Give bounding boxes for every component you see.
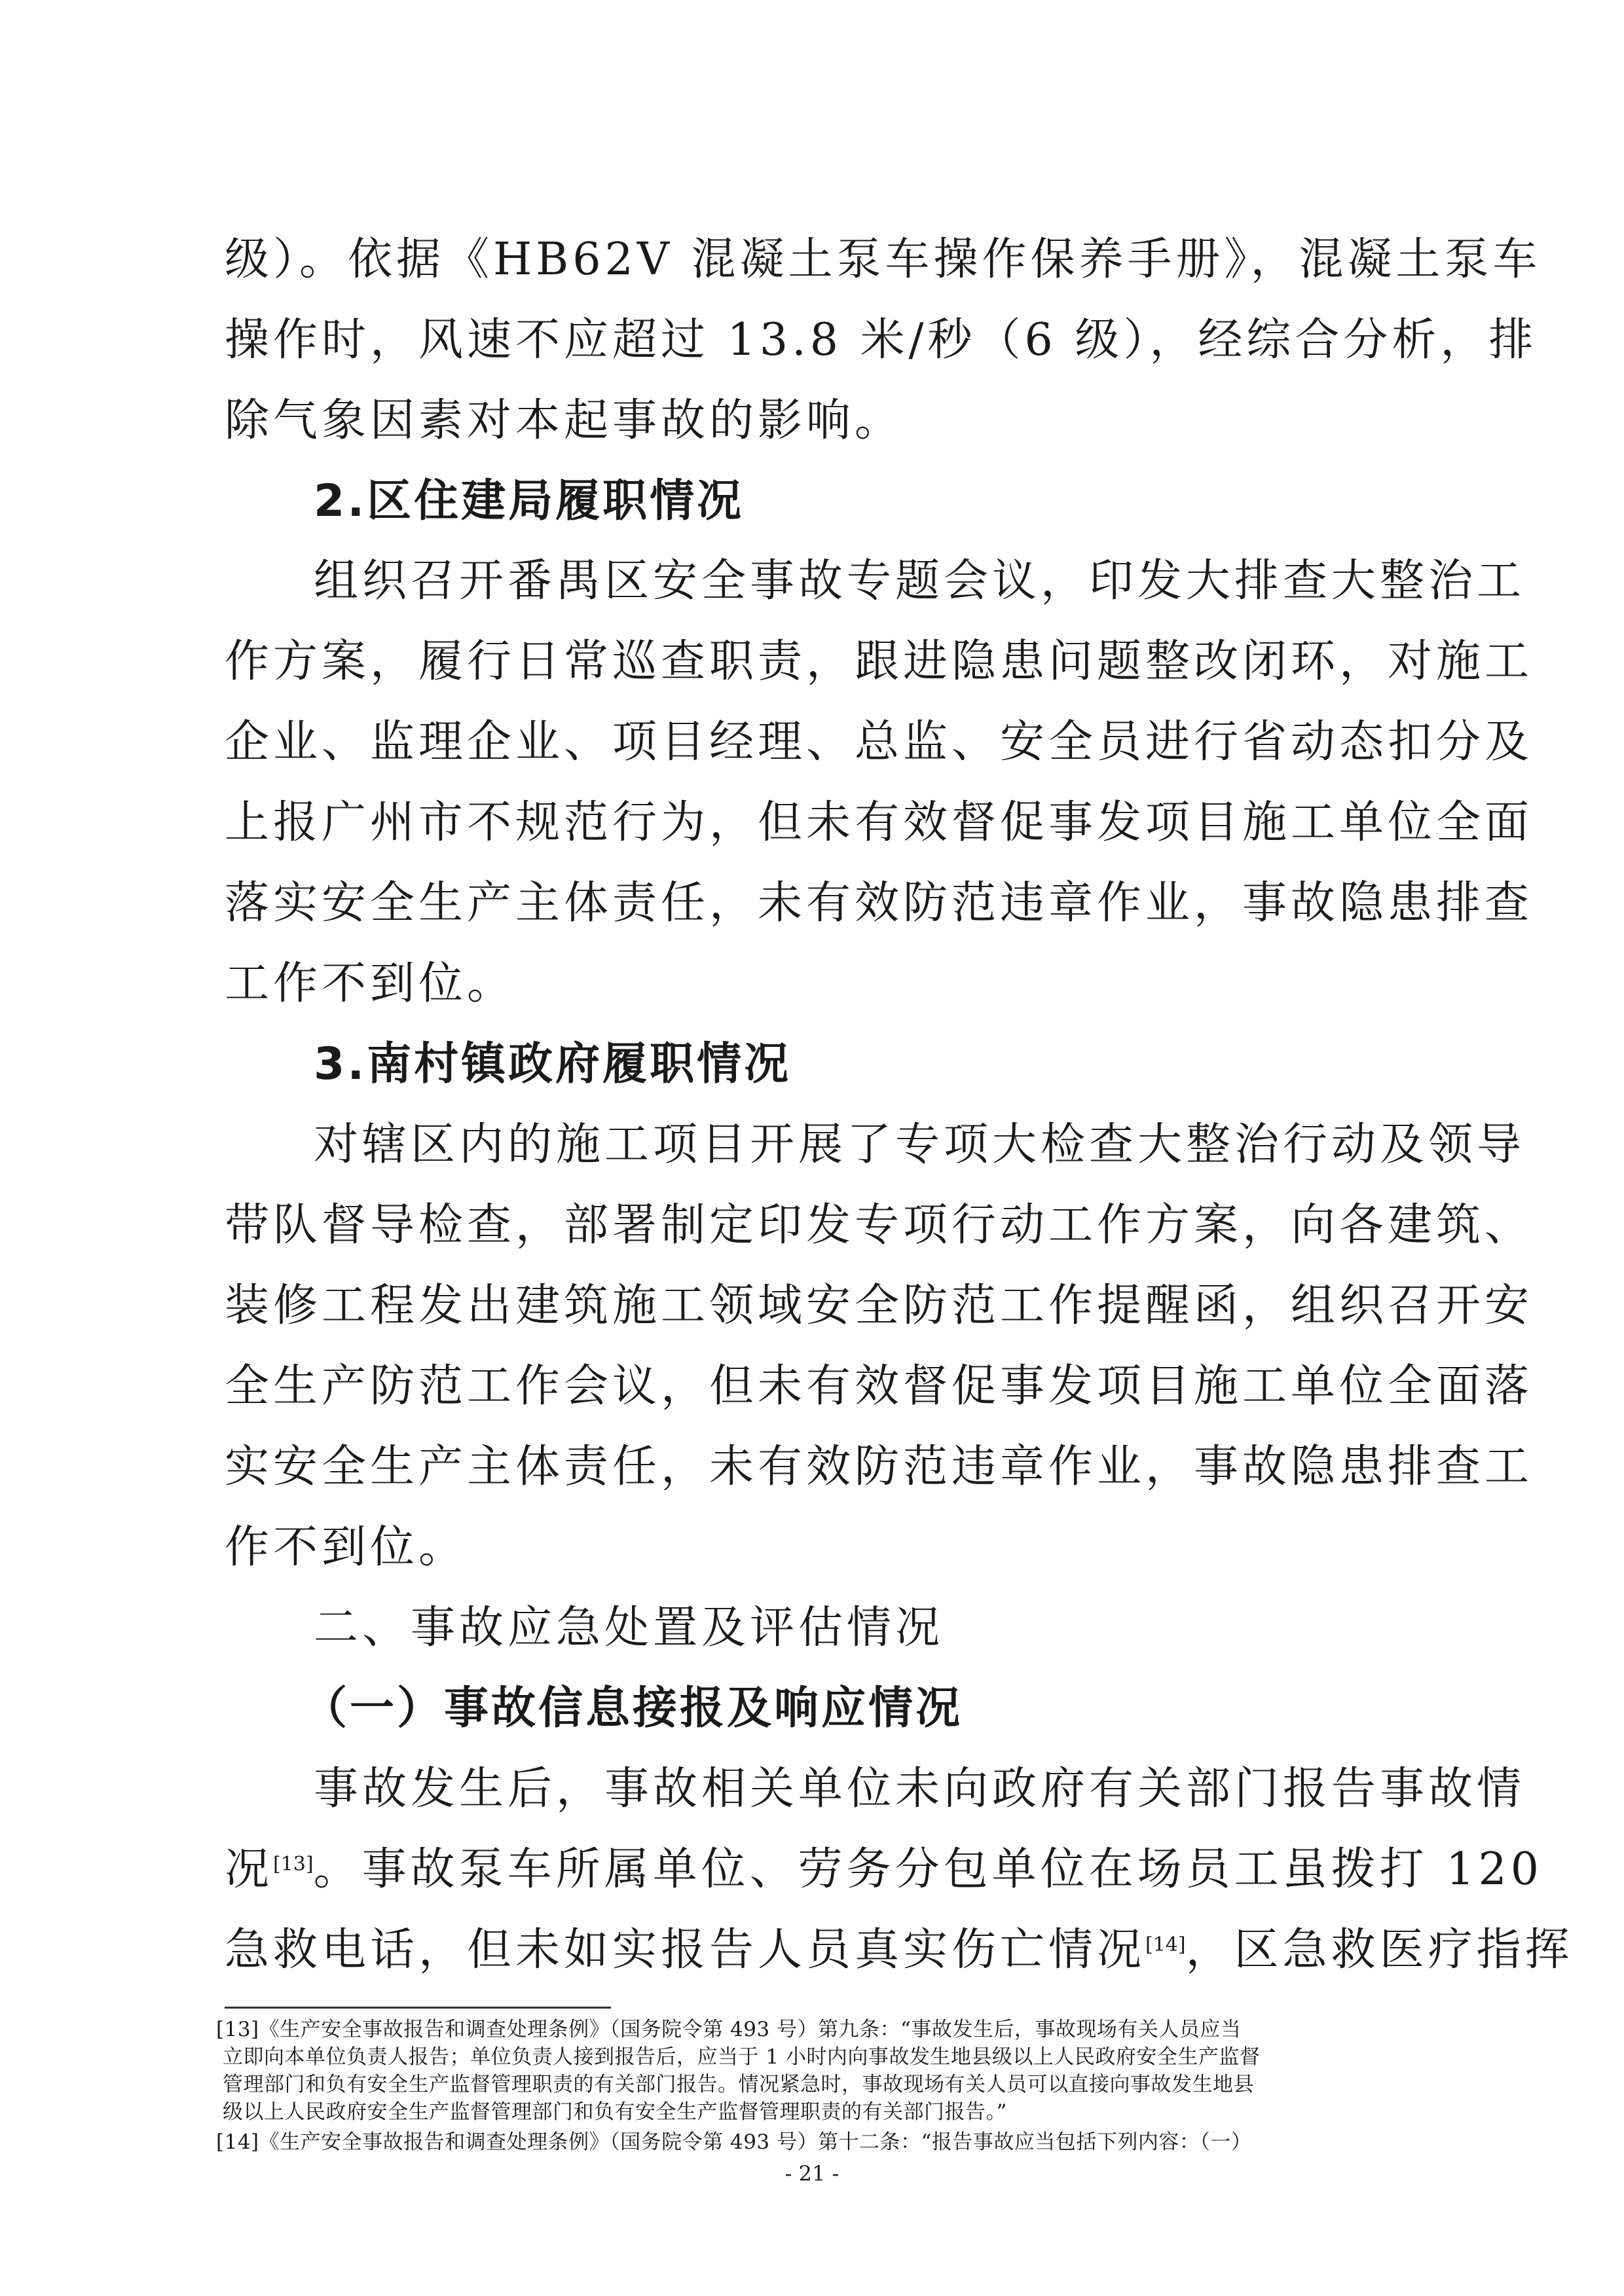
footnote-13-line: 管理部门和负有安全生产监督管理职责的有关部门报告。情况紧急时，事故现场有关人员可以直接向事故发生地县 <box>223 2073 1254 2096</box>
chapter-heading: 二、事故应急处置及评估情况 <box>314 1602 944 1654</box>
paragraph-line: 级）。依据《HB62V 混凝土泵车操作保养手册》，混凝土泵车 <box>225 234 1541 285</box>
page-number: - 21 - <box>784 2161 840 2186</box>
paragraph-line: 企业、监理企业、项目经理、总监、安全员进行省动态扣分及 <box>225 716 1534 768</box>
paragraph-text: 况 <box>225 1844 274 1895</box>
section-heading: 2.区住建局履职情况 <box>314 475 745 527</box>
subsection-heading: （一）事故信息接报及响应情况 <box>303 1683 963 1734</box>
paragraph-line: 全生产防范工作会议，但未有效督促事发项目施工单位全面落 <box>225 1360 1534 1412</box>
paragraph-text: ，区急救医疗指挥 <box>1185 1924 1574 1976</box>
paragraph-text: 。事故泵车所属单位、劳务分包单位在场员工虽拨打 120 <box>313 1844 1543 1895</box>
paragraph-line: 实安全生产主体责任，未有效防范违章作业，事故隐患排查工 <box>225 1441 1534 1493</box>
paragraph-line <box>225 1840 1624 1899</box>
paragraph-line <box>225 1921 1624 1980</box>
footnote-ref-14: [14] <box>1145 1933 1186 1956</box>
paragraph-line: 除气象因素对本起事故的影响。 <box>225 395 904 446</box>
footnote-13-line: 级以上人民政府安全生产监督管理部门和负有安全生产监督管理职责的有关部门报告。” <box>223 2100 1007 2124</box>
paragraph-line: 工作不到位。 <box>225 958 516 1010</box>
footnote-14-line: [14]《生产安全事故报告和调查处理条例》（国务院令第 493 号）第十二条：“报告事故应当包括下列内容：（一） <box>216 2130 1252 2154</box>
section-heading: 3.南村镇政府履职情况 <box>314 1038 792 1090</box>
footnote-13-line: [13]《生产安全事故报告和调查处理条例》（国务院令第 493 号）第九条：“事故发生后，事故现场有关人员应当 <box>216 2018 1242 2041</box>
paragraph-line: 上报广州市不规范行为，但未有效督促事发项目施工单位全面 <box>225 797 1534 848</box>
paragraph-line: 事故发生后，事故相关单位未向政府有关部门报告事故情 <box>314 1763 1526 1815</box>
paragraph-line: 落实安全生产主体责任，未有效防范违章作业，事故隐患排查 <box>225 877 1534 929</box>
paragraph-line: 作方案，履行日常巡查职责，跟进隐患问题整改闭环，对施工 <box>225 636 1534 687</box>
paragraph-text: 急救电话，但未如实报告人员真实伤亡情况 <box>225 1924 1146 1976</box>
footnote-13-line: 立即向本单位负责人报告；单位负责人接到报告后，应当于 1 小时内向事故发生地县级以上人民政府安全生产监督 <box>223 2045 1261 2069</box>
paragraph-line: 作不到位。 <box>225 1522 468 1573</box>
footnote-ref-13: [13] <box>273 1853 314 1876</box>
paragraph-line: 对辖区内的施工项目开展了专项大检查大整治行动及领导 <box>314 1119 1526 1171</box>
paragraph-line: 装修工程发出建筑施工领域安全防范工作提醒函，组织召开安 <box>225 1280 1534 1332</box>
footnote-divider <box>225 2007 611 2009</box>
paragraph-line: 操作时，风速不应超过 13.8 米/秒（6 级），经综合分析，排 <box>225 314 1538 366</box>
paragraph-line: 带队督导检查，部署制定印发专项行动工作方案，向各建筑、 <box>225 1199 1534 1251</box>
paragraph-line: 组织召开番禺区安全事故专题会议，印发大排查大整治工 <box>314 555 1526 607</box>
